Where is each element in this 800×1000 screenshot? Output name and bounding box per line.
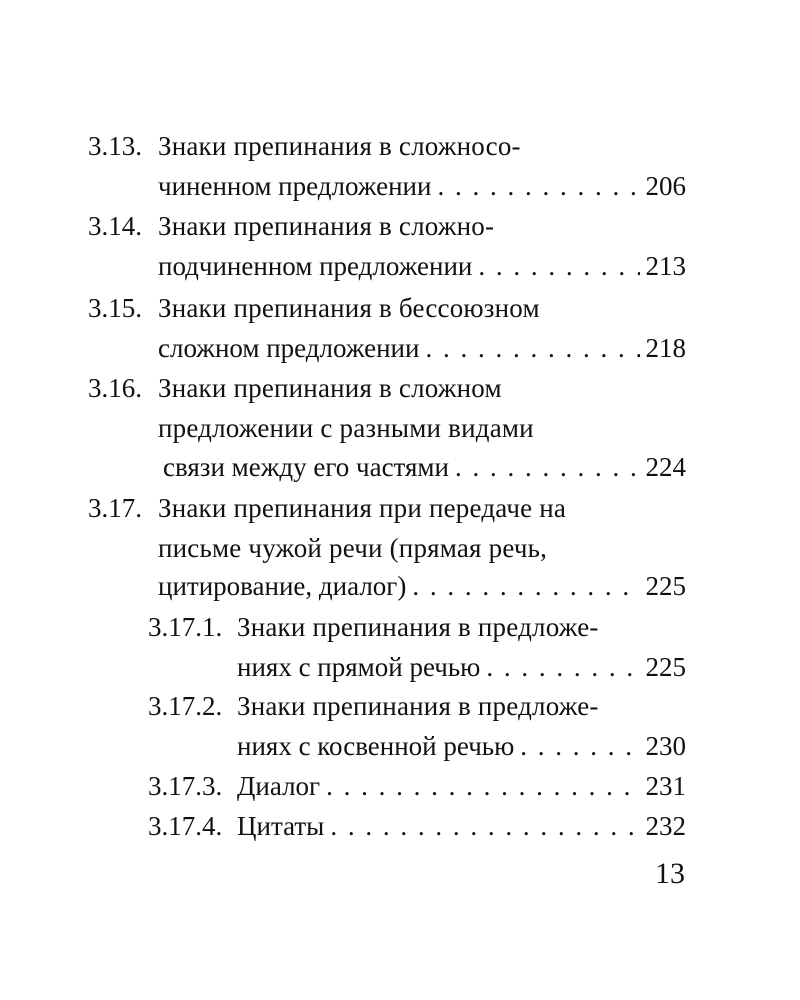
toc-entry-title-line: сложном предложении: [158, 333, 420, 363]
toc-entry-title-line: цитирование, диалог): [158, 571, 407, 601]
toc-entry-title-line: чиненном предложении: [158, 171, 432, 201]
toc-page-number: 206: [645, 171, 686, 201]
toc-entry-title-line: Знаки препинания в предложе-: [237, 691, 599, 721]
toc-entry-number: 3.17.2.: [148, 691, 223, 721]
toc-entry-last-line[interactable]: [158, 566, 686, 606]
toc-entry-last-line[interactable]: [158, 246, 686, 286]
dot-leader: [324, 806, 640, 846]
toc-entry-last-line[interactable]: [237, 647, 686, 687]
toc-entry-title-line: предложении с разными видами: [158, 413, 534, 443]
toc-entry-number: 3.14.: [88, 211, 142, 241]
toc-entry-number: 3.17.: [88, 493, 142, 523]
toc-entry-title-line: ниях с косвенной речью: [237, 731, 515, 761]
toc-page-number: 224: [645, 452, 686, 482]
toc-entry-title-line: подчиненном предложении: [158, 251, 473, 281]
toc-entry-title-line: Знаки препинания в предложе-: [237, 612, 599, 642]
toc-entry-title-line: Диалог: [237, 771, 321, 801]
toc-page-number: 213: [645, 251, 686, 281]
toc-entry-title-line: Знаки препинания в бессоюзном: [158, 293, 540, 323]
toc-entry-number: 3.16.: [88, 373, 142, 403]
toc-entry-number: 3.17.1.: [148, 612, 223, 642]
dot-leader: [449, 447, 640, 487]
toc-page-number: 225: [645, 652, 686, 682]
dot-leader: [431, 166, 640, 206]
toc-page-number: 231: [645, 771, 686, 801]
dot-leader: [419, 328, 640, 368]
toc-entry-title-line: Знаки препинания в сложном: [158, 373, 502, 403]
toc-entry-title-line: Цитаты: [237, 811, 325, 841]
dot-leader: [480, 647, 640, 687]
toc-page-number: 230: [645, 731, 686, 761]
toc-entry-last-line[interactable]: [237, 806, 686, 846]
toc-entry-title-line: ниях с прямой речью: [237, 652, 481, 682]
toc-entry-number: 3.13.: [88, 131, 142, 161]
dot-leader: [514, 726, 640, 766]
toc-entry-last-line[interactable]: [158, 166, 686, 206]
toc-entry-last-line[interactable]: [237, 766, 686, 806]
page-number: 13: [655, 857, 685, 890]
dot-leader: [472, 246, 640, 286]
toc-page-number: 232: [645, 811, 686, 841]
toc-entry-number: 3.17.3.: [148, 771, 223, 801]
dot-leader: [320, 766, 640, 806]
toc-entry-number: 3.15.: [88, 293, 142, 323]
toc-entry-number: 3.17.4.: [148, 811, 223, 841]
toc-entry-title-line: Знаки препинания в сложно-: [158, 211, 495, 241]
toc-entry-last-line[interactable]: [163, 447, 686, 487]
toc-entry-title-line: Знаки препинания в сложносо-: [158, 131, 521, 161]
toc-entry-title-line: письме чужой речи (прямая речь,: [158, 533, 548, 563]
toc-page-number: 218: [645, 333, 686, 363]
toc-entry-title-line: Знаки препинания при передаче на: [158, 493, 567, 523]
toc-entry-title-line: связи между его частями: [163, 452, 449, 482]
toc-page-number: 225: [645, 571, 686, 601]
toc-entry-last-line[interactable]: [158, 328, 686, 368]
toc-entry-last-line[interactable]: [237, 726, 686, 766]
dot-leader: [406, 566, 640, 606]
